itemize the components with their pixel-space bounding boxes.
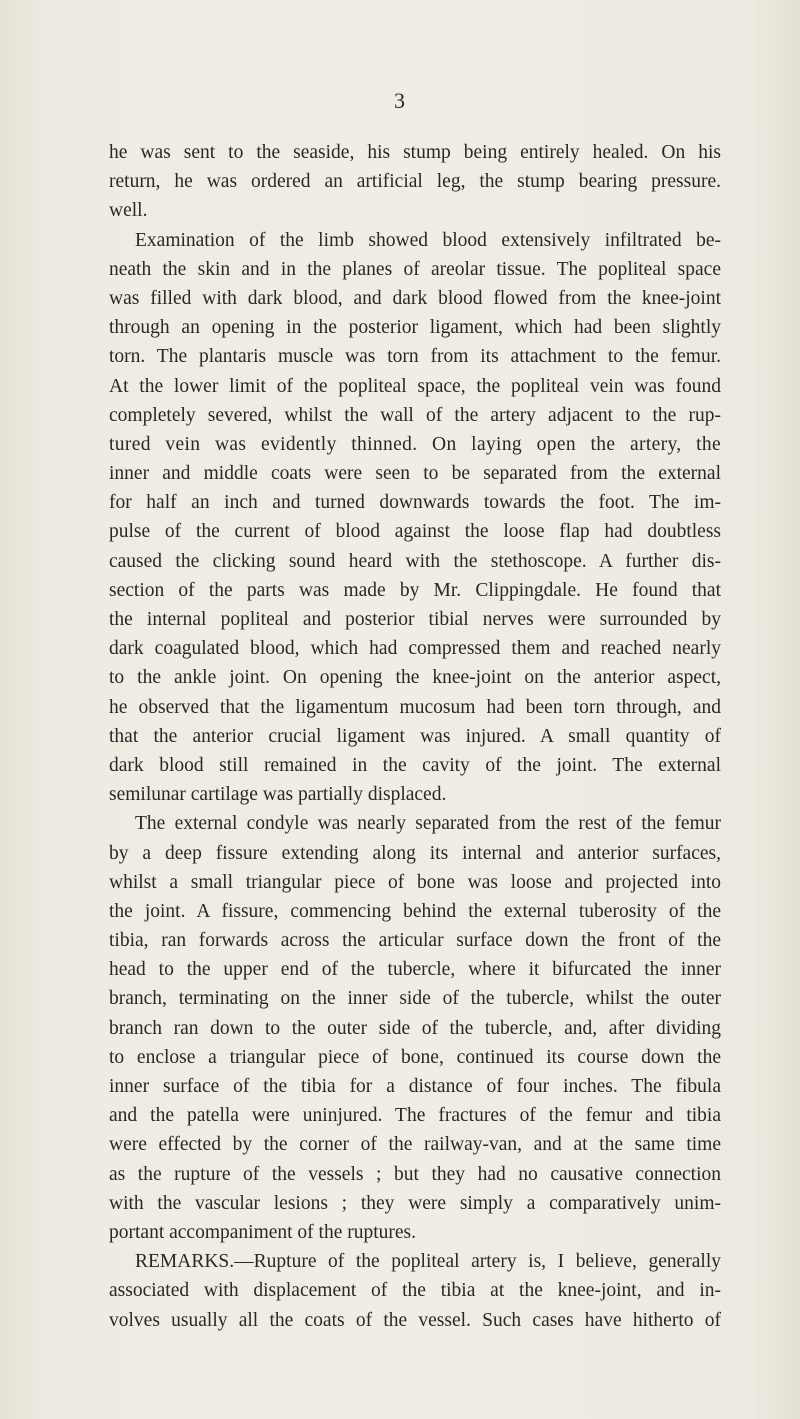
text-line: by a deep fissure extending along its internal and anterior surfaces, bbox=[109, 842, 721, 864]
text-line: tibia, ran forwards across the articular surface down the front of the bbox=[109, 930, 721, 952]
text-line: for half an inch and turned downwards towards the foot. The im- bbox=[109, 492, 721, 514]
text-line: and the patella were uninjured. The fractures of the femur and tibia bbox=[109, 1105, 721, 1127]
text-line: branch, terminating on the inner side of the tubercle, whilst the outer bbox=[109, 988, 721, 1010]
text-line: inner and middle coats were seen to be separated from the external bbox=[109, 463, 721, 485]
text-line: branch ran down to the outer side of the tubercle, and, after dividing bbox=[109, 1017, 721, 1039]
page-number: 3 bbox=[394, 88, 406, 113]
text-line: semilunar cartilage was partially displaced. bbox=[109, 784, 447, 806]
text-line: caused the clicking sound heard with the stethoscope. A further dis- bbox=[109, 550, 721, 572]
text-line: well. bbox=[109, 200, 148, 222]
text-line: that the anterior crucial ligament was injured. A small quantity of bbox=[109, 725, 721, 747]
text-line: with the vascular lesions ; they were simply a comparatively unim- bbox=[109, 1192, 721, 1214]
text-line: associated with displacement of the tibia at the knee-joint, and in- bbox=[109, 1280, 721, 1302]
text-line: The external condyle was nearly separated from the rest of the femur bbox=[135, 813, 721, 835]
text-line: volves usually all the coats of the vessel. Such cases have hitherto of bbox=[109, 1309, 721, 1331]
text-line: Examination of the limb showed blood extensively infiltrated be- bbox=[135, 229, 721, 251]
text-line: as the rupture of the vessels ; but they had no causative connection bbox=[109, 1163, 721, 1185]
text-line: to enclose a triangular piece of bone, continued its course down the bbox=[109, 1046, 721, 1068]
text-line: head to the upper end of the tubercle, where it bifurcated the inner bbox=[109, 959, 721, 981]
text-line: dark blood still remained in the cavity of the joint. The external bbox=[109, 754, 721, 776]
text-line: neath the skin and in the planes of areolar tissue. The popliteal space bbox=[109, 258, 721, 280]
text-line: were effected by the corner of the railway-van, and at the same time bbox=[109, 1134, 721, 1156]
text-line: torn. The plantaris muscle was torn from its attachment to the femur. bbox=[109, 346, 721, 368]
text-line: to the ankle joint. On opening the knee-joint on the anterior aspect, bbox=[109, 667, 721, 689]
text-line: the joint. A fissure, commencing behind the external tuberosity of the bbox=[109, 900, 721, 922]
text-line: At the lower limit of the popliteal space, the popliteal vein was found bbox=[109, 375, 721, 397]
text-line: REMARKS.—Rupture of the popliteal artery is, I believe, generally bbox=[135, 1251, 721, 1273]
text-line: portant accompaniment of the ruptures. bbox=[109, 1221, 417, 1243]
text-line: return, he was ordered an artificial leg, the stump bearing pressure. bbox=[109, 171, 721, 193]
text-line: he observed that the ligamentum mucosum had been torn through, and bbox=[109, 696, 721, 718]
text-line: he was sent to the seaside, his stump being entirely healed. On his bbox=[109, 142, 721, 163]
text-line: whilst a small triangular piece of bone was loose and projected into bbox=[109, 871, 721, 893]
text-line: tured vein was evidently thinned. On laying open the artery, the bbox=[109, 433, 721, 455]
text-line: pulse of the current of blood against the loose flap had doubtless bbox=[109, 521, 721, 543]
text-line: was filled with dark blood, and dark blood flowed from the knee-joint bbox=[109, 287, 721, 309]
body-text bbox=[109, 138, 721, 1335]
text-line: section of the parts was made by Mr. Clippingdale. He found that bbox=[109, 579, 721, 601]
text-line: dark coagulated blood, which had compressed them and reached nearly bbox=[109, 638, 721, 660]
text-line: inner surface of the tibia for a distance of four inches. The fibula bbox=[109, 1076, 721, 1097]
text-line: completely severed, whilst the wall of the artery adjacent to the rup- bbox=[109, 404, 721, 426]
text-line: through an opening in the posterior ligament, which had been slightly bbox=[109, 317, 721, 339]
text-line: the internal popliteal and posterior tibial nerves were surrounded by bbox=[109, 609, 721, 630]
